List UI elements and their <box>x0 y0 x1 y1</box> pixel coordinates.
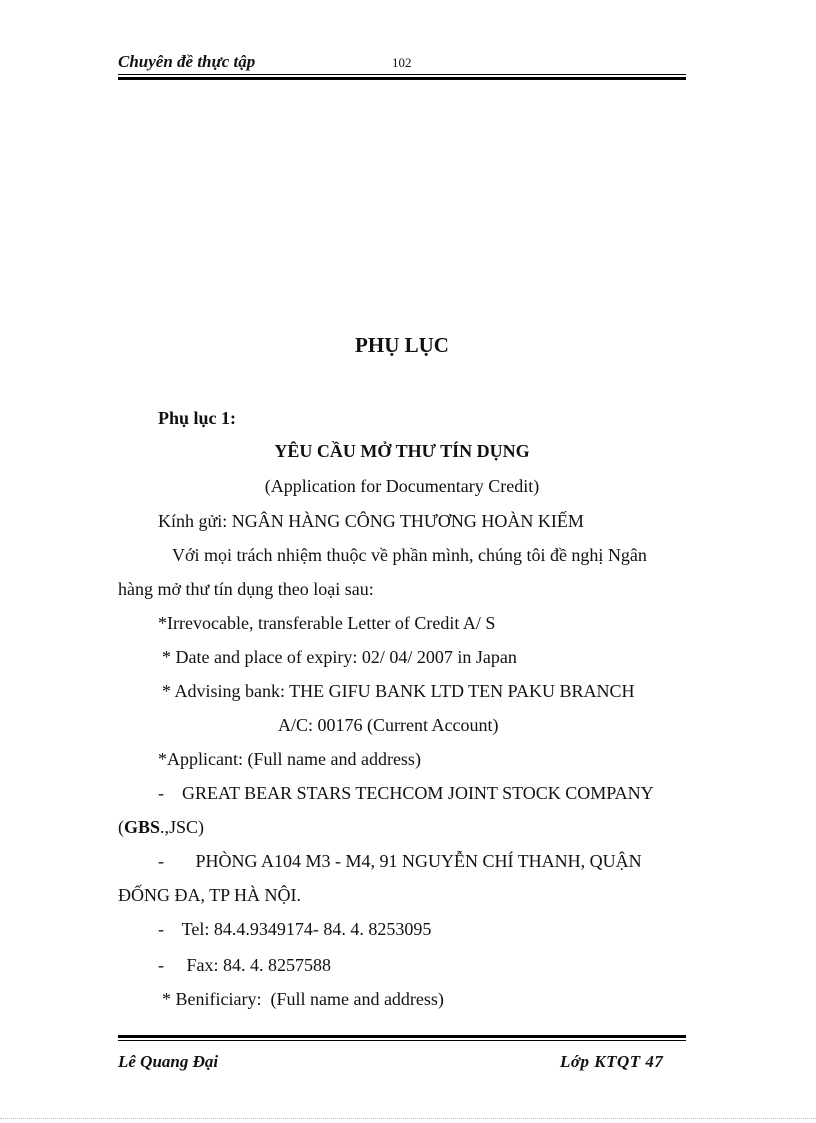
page-number: 102 <box>392 55 412 70</box>
advising-bank-line: * Advising bank: THE GIFU BANK LTD TEN PAKU BRANCH <box>162 681 635 701</box>
beneficiary-label: * Benificiary: (Full name and address) <box>162 989 444 1009</box>
company-paren-open: ( <box>118 817 124 837</box>
company-short-name <box>118 816 204 838</box>
footer-rule-thick <box>118 1035 686 1038</box>
fax-line: - Fax: 84. 4. 8257588 <box>158 955 331 975</box>
advising-account-line: A/C: 00176 (Current Account) <box>278 715 499 735</box>
appendix-heading: PHỤ LỤC <box>355 333 449 357</box>
intro-line-2: hàng mở thư tín dụng theo loại sau: <box>118 579 374 599</box>
intro-line-1: Với mọi trách nhiệm thuộc về phần mình, chúng tôi đề nghị Ngân <box>172 545 647 565</box>
header-title: Chuyên đề thực tập <box>118 52 256 71</box>
addressee-line: Kính gửi: NGÂN HÀNG CÔNG THƯƠNG HOÀN KIẾM <box>158 511 584 531</box>
address-line-2: ĐỐNG ĐA, TP HÀ NỘI. <box>118 885 301 905</box>
document-title: YÊU CẦU MỞ THƯ TÍN DỤNG <box>274 441 530 461</box>
header-rule-thin <box>118 74 686 75</box>
company-suffix: .,JSC) <box>160 817 205 837</box>
expiry-line: * Date and place of expiry: 02/ 04/ 2007 in Japan <box>162 647 517 667</box>
footer-author: Lê Quang Đại <box>118 1052 219 1071</box>
page-bottom-border <box>0 1118 816 1119</box>
footer-class: Lớp KTQT 47 <box>560 1052 664 1071</box>
lc-type-line: *Irrevocable, transferable Letter of Credit A/ S <box>158 613 496 633</box>
footer-rule-thin <box>118 1040 686 1041</box>
address-line-1: - PHÒNG A104 M3 - M4, 91 NGUYỄN CHÍ THANH, QUẬN <box>158 851 642 871</box>
tel-line: - Tel: 84.4.9349174- 84. 4. 8253095 <box>158 919 432 939</box>
document-subtitle: (Application for Documentary Credit) <box>264 476 540 496</box>
company-name-line: - GREAT BEAR STARS TECHCOM JOINT STOCK COMPANY <box>158 783 654 803</box>
appendix-label: Phụ lục 1: <box>158 408 237 428</box>
applicant-label: *Applicant: (Full name and address) <box>158 749 421 769</box>
company-abbrev: GBS <box>124 817 161 837</box>
header-rule-thick <box>118 77 686 80</box>
